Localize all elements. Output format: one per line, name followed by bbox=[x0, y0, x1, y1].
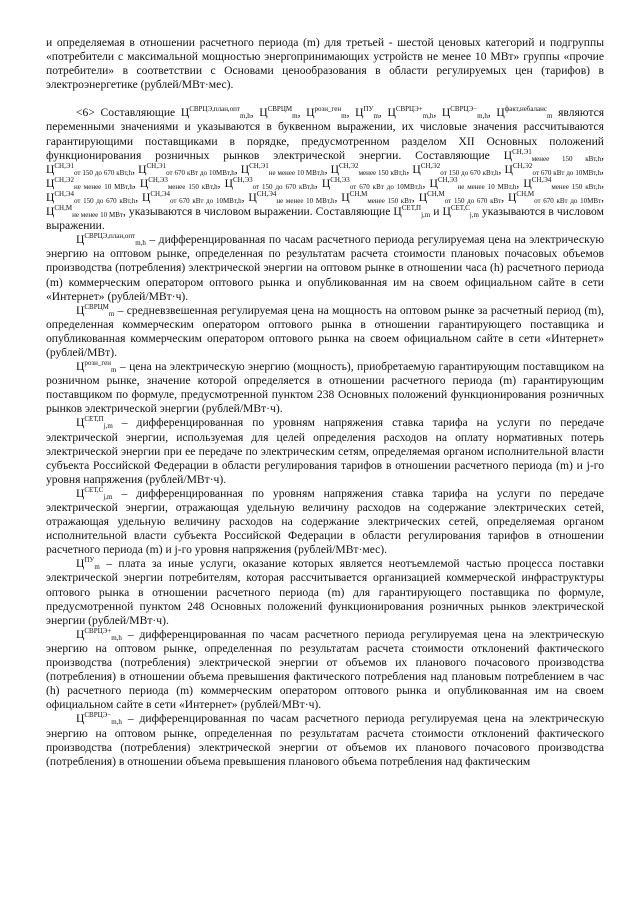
formula-term: $Ц^{СЕТ,С}_{j,m}$ bbox=[442, 204, 479, 220]
formula-term: $Ц^{СЕТ,П}_{j,m}$ bbox=[393, 204, 431, 220]
definition-symbol: $Ц^{ПУ}_m$ bbox=[76, 556, 100, 572]
definition-paragraph bbox=[46, 416, 604, 486]
definition-text: – дифференцированная по часам расчетного периода регулируемая цена на электрическую энергию на оптовом рынке, определенная по результатам расчета стоимости отклонений фактического производства (потребления) электрической энергии от объемов их планового почасового производства (потребления) в отношении объема превышения фактического потребления над плановым потреблением в час (h) расчетного периода (m) коммерческим оператором оптового рынка и опубликованная им на своем официальном сайте в сети «Интернет» (рублей/МВт·ч). bbox=[46, 627, 604, 712]
compound-formula-term: $Ц^{СН,Э4}_{от 670 кВт до 10МВт,h}$ bbox=[141, 189, 242, 205]
compound-formula-term: $Ц^{СН,Э1}_{не менее 10 МВт,h}$ bbox=[240, 161, 325, 177]
note-6-text: являются переменными значениями и указываются в буквенном выражении, их числовые значения рассчитываются гарантирующими поставщиками в порядке, предусмотренном разделом XII Основных положений функционирования розничных рынков электрической энергии. Составляющие bbox=[46, 106, 605, 162]
compound-formula-term: $Ц^{СН,Э1}_{от 150 до 670 кВт,h}$ bbox=[46, 161, 133, 177]
formula-term: $Ц^{СВРЦЭ-}_{m,h}$ bbox=[441, 105, 488, 121]
compound-formula-term: $Ц^{СН,Э3}_{менее 150 кВт,h}$ bbox=[139, 175, 218, 191]
compound-formula-term: $Ц^{СН,Э2}_{не менее 10 МВт,h}$ bbox=[46, 175, 133, 191]
definitions-list bbox=[46, 233, 604, 769]
definition-paragraph bbox=[46, 360, 604, 416]
compound-formula-term: $Ц^{СН,М}_{от 670 кВт до 10МВт}$ bbox=[508, 189, 602, 205]
formula-term: $Ц^{факт,небаланс}_m$ bbox=[496, 105, 553, 121]
note-6-and: и bbox=[433, 205, 440, 219]
formula-term: $Ц^{розн\_ген}_m$ bbox=[306, 105, 347, 121]
note-6-variable-terms: $Ц^{СВРЦЭ,план,опт}_{m,h}$, $Ц^{СВРЦМ}_m$, $Ц^{розн\_ген}_m$, $Ц^{ПУ}_m$, $Ц^{СВРЦЭ+}_{m,h}$, $Ц^{СВРЦЭ-}_{m,h}$, $Ц^{факт,небаланс}_m$ bbox=[180, 105, 553, 121]
definition-paragraph bbox=[46, 628, 604, 713]
formula-term: $Ц^{СВРЦМ}_m$ bbox=[259, 105, 298, 121]
compound-formula-term: $Ц^{СН,Э1}_{менее 150 кВт,h}$ bbox=[503, 147, 602, 163]
compound-formula-term: $Ц^{СН,М}_{от 150 до 670 кВт}$ bbox=[418, 189, 502, 205]
paragraph-top: и определяемая в отношении расчетного периода (m) для третьей - шестой ценовых категорий и подгруппы «потребители с максимальной мощностью энергопринимающих устройств не менее 10 МВт» группы «прочие потребители» в соответствии с Основами ценообразования в области регулируемых цен (тарифов) в электроэнергетике (рублей/МВт·мес). bbox=[46, 36, 604, 92]
compound-formula-term: $Ц^{СН,Э2}_{от 150 до 670 кВт,h}$ bbox=[412, 161, 499, 177]
definition-paragraph bbox=[46, 557, 604, 627]
definition-symbol: $Ц^{СВРЦЭ-}_{m,h}$ bbox=[76, 711, 122, 727]
note-6-compound-terms: $Ц^{СН,Э1}_{менее 150 кВт,h}$, $Ц^{СН,Э1}_{от 150 до 670 кВт,h}$, $Ц^{СН,Э1}_{от 670 кВт до 10МВт,h}$, $Ц^{СН,Э1}_{не менее 10 МВт,h}$, $Ц^{СН,Э2}_{менее 150 кВт,h}$, $Ц^{СН,Э2}_{от 150 до 670 кВт,h}$, $Ц^{СН,Э2}_{от 670 кВт до 10МВт,h}$, $Ц^{СН,Э2}_{не менее 10 МВт,h}$, $Ц^{СН,Э3}_{менее 150 кВт,h}$, $Ц^{СН,Э3}_{от 150 до 670 кВт,h}$, $Ц^{СН,Э3}_{от 670 кВт до 10МВт,h}$, $Ц^{СН,Э3}_{не менее 10 МВт,h}$, $Ц^{СН,Э4}_{менее 150 кВт,h}$, $Ц^{СН,Э4}_{от 150 до 670 кВт,h}$, $Ц^{СН,Э4}_{от 670 кВт до 10МВт,h}$, $Ц^{СН,Э4}_{не менее 10 МВт,h}$, $Ц^{СН,М}_{менее 150 кВт}$, $Ц^{СН,М}_{от 150 до 670 кВт}$, $Ц^{СН,М}_{от 670 кВт до 10МВт}$, $Ц^{СН,М}_{не менее 10 МВт}$, bbox=[46, 147, 605, 220]
definition-text: – дифференцированная по часам расчетного периода регулируемая цена на электрическую энергию на оптовом рынке, определенная по результатам расчета стоимости плановых почасовых объемов производства (потребления) электрической энергии на оптовом рынке в отношении часа (h) расчетного периода (m) коммерческим оператором оптового рынка и опубликованная им на своем официальном сайте в сети «Интернет» (рублей/МВт·ч). bbox=[46, 233, 604, 303]
formula-term: $Ц^{ПУ}_m$ bbox=[355, 105, 379, 121]
formula-term: $Ц^{СВРЦЭ,план,опт}_{m,h}$ bbox=[180, 105, 251, 121]
definition-text: – дифференцированная по уровням напряжения ставка тарифа на услуги по передаче электрической энергии, используемая для целей определения расходов на оплату нормативных потерь электрической энергии при ее передаче по электрическим сетям, определяемая органом исполнительной власти субъекта Российской Федерации в области регулирования тарифов в отношении расчетного периода (m) и j-го уровня напряжения (рублей/МВт·ч). bbox=[46, 416, 604, 486]
compound-formula-term: $Ц^{СН,Э3}_{от 150 до 670 кВт,h}$ bbox=[224, 175, 315, 191]
compound-formula-term: $Ц^{СН,М}_{не менее 10 МВт}$ bbox=[46, 204, 123, 220]
formula-term: $Ц^{СВРЦЭ+}_{m,h}$ bbox=[387, 105, 434, 121]
definition-symbol: $Ц^{СВРЦЭ+}_{m,h}$ bbox=[76, 626, 122, 642]
compound-formula-term: $Ц^{СН,Э4}_{от 150 до 670 кВт,h}$ bbox=[46, 189, 136, 205]
definition-symbol: $Ц^{СВРЦЭ,план,опт}_{m,h}$ bbox=[76, 232, 146, 248]
compound-formula-term: $Ц^{СН,Э2}_{от 670 кВт до 10МВт,h}$ bbox=[504, 161, 602, 177]
definition-text: – цена на электрическую энергию (мощность), приобретаемую гарантирующим поставщиком на розничном рынке, значение которой определяется в отношении расчетного периода (m) гарантирующим поставщиком по формуле, предусмотренной пунктом 238 Основных положений функционирования розничных рынков электрической энергии (рублей/МВт·ч). bbox=[46, 360, 604, 416]
definition-text: – средневзвешенная регулируемая цена на мощность на оптовом рынке за расчетный период (m), определенная коммерческим оператором оптового рынка в отношении гарантирующего поставщика и опубликованная коммерческим оператором оптового рынка на своем официальном сайте в сети «Интернет» (рублей/МВт). bbox=[46, 303, 604, 359]
definition-paragraph bbox=[46, 233, 604, 303]
note-6-lead: <6> Составляющие bbox=[76, 106, 176, 120]
definition-paragraph bbox=[46, 304, 604, 360]
definition-paragraph bbox=[46, 712, 604, 768]
definition-text: – дифференцированная по часам расчетного периода регулируемая цена на электрическую энергию на оптовом рынке, определенная по результатам расчета стоимости отклонений фактического производства (потребления) электрической энергии от объемов их планового почасового производства (потребления) в отношении объема превышения планового объема потребления над фактическим bbox=[46, 712, 604, 768]
spacer bbox=[46, 92, 604, 106]
note-6-last-text: указываются в числовом выражении. bbox=[46, 205, 604, 233]
compound-formula-term: $Ц^{СН,Э3}_{не менее 10 МВт,h}$ bbox=[429, 175, 517, 191]
definition-symbol: $Ц^{СЕТ,П}_{j,m}$ bbox=[76, 415, 113, 431]
note-6-paragraph bbox=[46, 106, 604, 233]
compound-formula-term: $Ц^{СН,Э3}_{от 670 кВт до 10МВт,h}$ bbox=[321, 175, 423, 191]
definition-text: – дифференцированная по уровням напряжения ставка тарифа на услуги по передаче электрической энергии, отражающая удельную величину расходов на содержание электрических сетей, отражающая удельную величину расходов на содержание электрических сетей, определяемая органом исполнительной власти субъекта Российской Федерации в области регулирования тарифов в отношении расчетного периода (m) и j-го уровня напряжения (рублей/МВт·мес). bbox=[46, 486, 604, 557]
compound-formula-term: $Ц^{СН,Э4}_{менее 150 кВт,h}$ bbox=[523, 175, 602, 191]
compound-formula-term: $Ц^{СН,М}_{менее 150 кВт}$ bbox=[341, 189, 412, 205]
compound-formula-term: $Ц^{СН,Э4}_{не менее 10 МВт,h}$ bbox=[248, 189, 335, 205]
definition-symbol: $Ц^{розн\_ген}_m$ bbox=[76, 359, 117, 375]
compound-formula-term: $Ц^{СН,Э1}_{от 670 кВт до 10МВт,h}$ bbox=[138, 161, 235, 177]
definition-symbol: $Ц^{СЕТ,С}_{j,m}$ bbox=[76, 485, 113, 501]
definition-text: – плата за иные услуги, оказание которых является неотъемлемой частью процесса поставки электрической энергии потребителям, которая рассчитывается организацией коммерческой инфраструктуры оптового рынка в отношении расчетного периода (m) для гарантирующего поставщика по формуле, предусмотренной пунктом 248 Основных положений функционирования розничных рынков электрической энергии (рублей/МВт·ч). bbox=[46, 557, 604, 627]
definition-paragraph bbox=[46, 487, 604, 557]
note-6-numeric-text: указываются в числовом выражении. Составляющие bbox=[128, 205, 391, 219]
compound-formula-term: $Ц^{СН,Э2}_{менее 150 кВт,h}$ bbox=[330, 161, 407, 177]
definition-symbol: $Ц^{СВРЦМ}_m$ bbox=[76, 302, 115, 318]
